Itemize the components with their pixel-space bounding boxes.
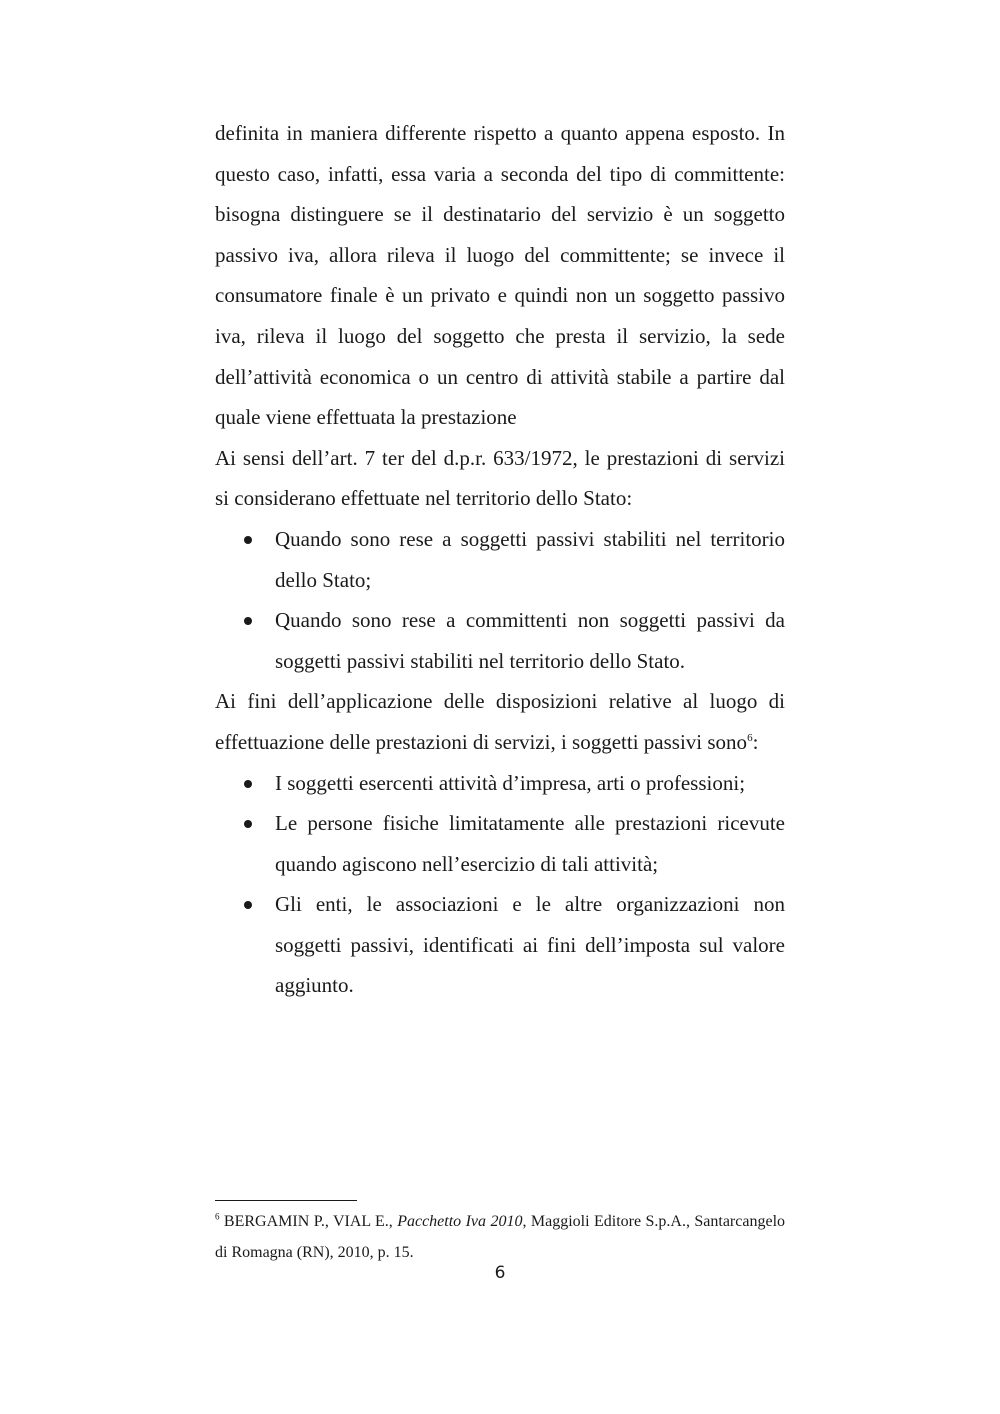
list-item <box>215 763 785 804</box>
paragraph-place-of-supply: definita in maniera differente rispetto a quanto appena esposto. In questo caso, infatti, essa varia a seconda del tipo di committente: bisogna distinguere se il destinatario del servizio è un soggetto passivo iva, allora rileva il luogo del committente; se invece il consumatore finale è un privato e quindi non un soggetto passivo iva, rileva il luogo del soggetto che presta il servizio, la sede dell’attività economica o un centro di attività stabile a partire dal quale viene effettuata la prestazione <box>215 121 785 430</box>
paragraph-art-7-ter: Ai sensi dell’art. 7 ter del d.p.r. 633/1972, le prestazioni di servizi si considerano effettuate nel territorio dello Stato: <box>215 445 785 511</box>
footnote-publication: , Maggioli Editore S.p.A., Santarcangelo di Romagna (RN), 2010, p. 15. <box>215 1213 786 1261</box>
paragraph-end: : <box>752 729 759 754</box>
footnote-separator <box>215 1200 357 1201</box>
list-item-text: Le persone fisiche limitatamente alle prestazioni ricevute quando agiscono nell’esercizio di tali attività; <box>275 811 785 876</box>
bullet-icon <box>244 901 252 909</box>
bullet-icon <box>244 780 252 788</box>
footnote-authors: BERGAMIN P., VIAL E., <box>219 1213 398 1230</box>
page-number: 6 <box>494 1263 506 1283</box>
list-item-text: Quando sono rese a committenti non soggetti passivi da soggetti passivi stabiliti nel territorio dello Stato. <box>275 608 785 673</box>
bullet-icon <box>244 536 252 544</box>
list-item <box>215 803 785 884</box>
paragraph-text: Ai fini dell’applicazione delle disposizioni relative al luogo di effettuazione delle prestazioni di servizi, i soggetti passivi sono <box>215 689 785 754</box>
territory-conditions-list <box>215 519 785 681</box>
bullet-icon <box>244 617 252 625</box>
list-item-text: Gli enti, le associazioni e le altre organizzazioni non soggetti passivi, identificati ai fini dell’imposta sul valore aggiunto. <box>275 892 785 998</box>
bullet-icon <box>244 820 252 828</box>
footnote-reference[interactable]: 6 <box>747 731 753 744</box>
body-text <box>215 113 785 1006</box>
list-item <box>215 600 785 681</box>
footnote-title: Pacchetto Iva 2010 <box>397 1213 523 1230</box>
list-item-text: I soggetti esercenti attività d’impresa, arti o professioni; <box>275 770 746 795</box>
list-item <box>215 519 785 600</box>
footnote-number: 6 <box>215 1211 220 1222</box>
list-item <box>215 884 785 1006</box>
list-item-text: Quando sono rese a soggetti passivi stabiliti nel territorio dello Stato; <box>275 526 785 592</box>
taxable-persons-list <box>215 763 785 1007</box>
paragraph-taxable-persons <box>215 681 785 762</box>
